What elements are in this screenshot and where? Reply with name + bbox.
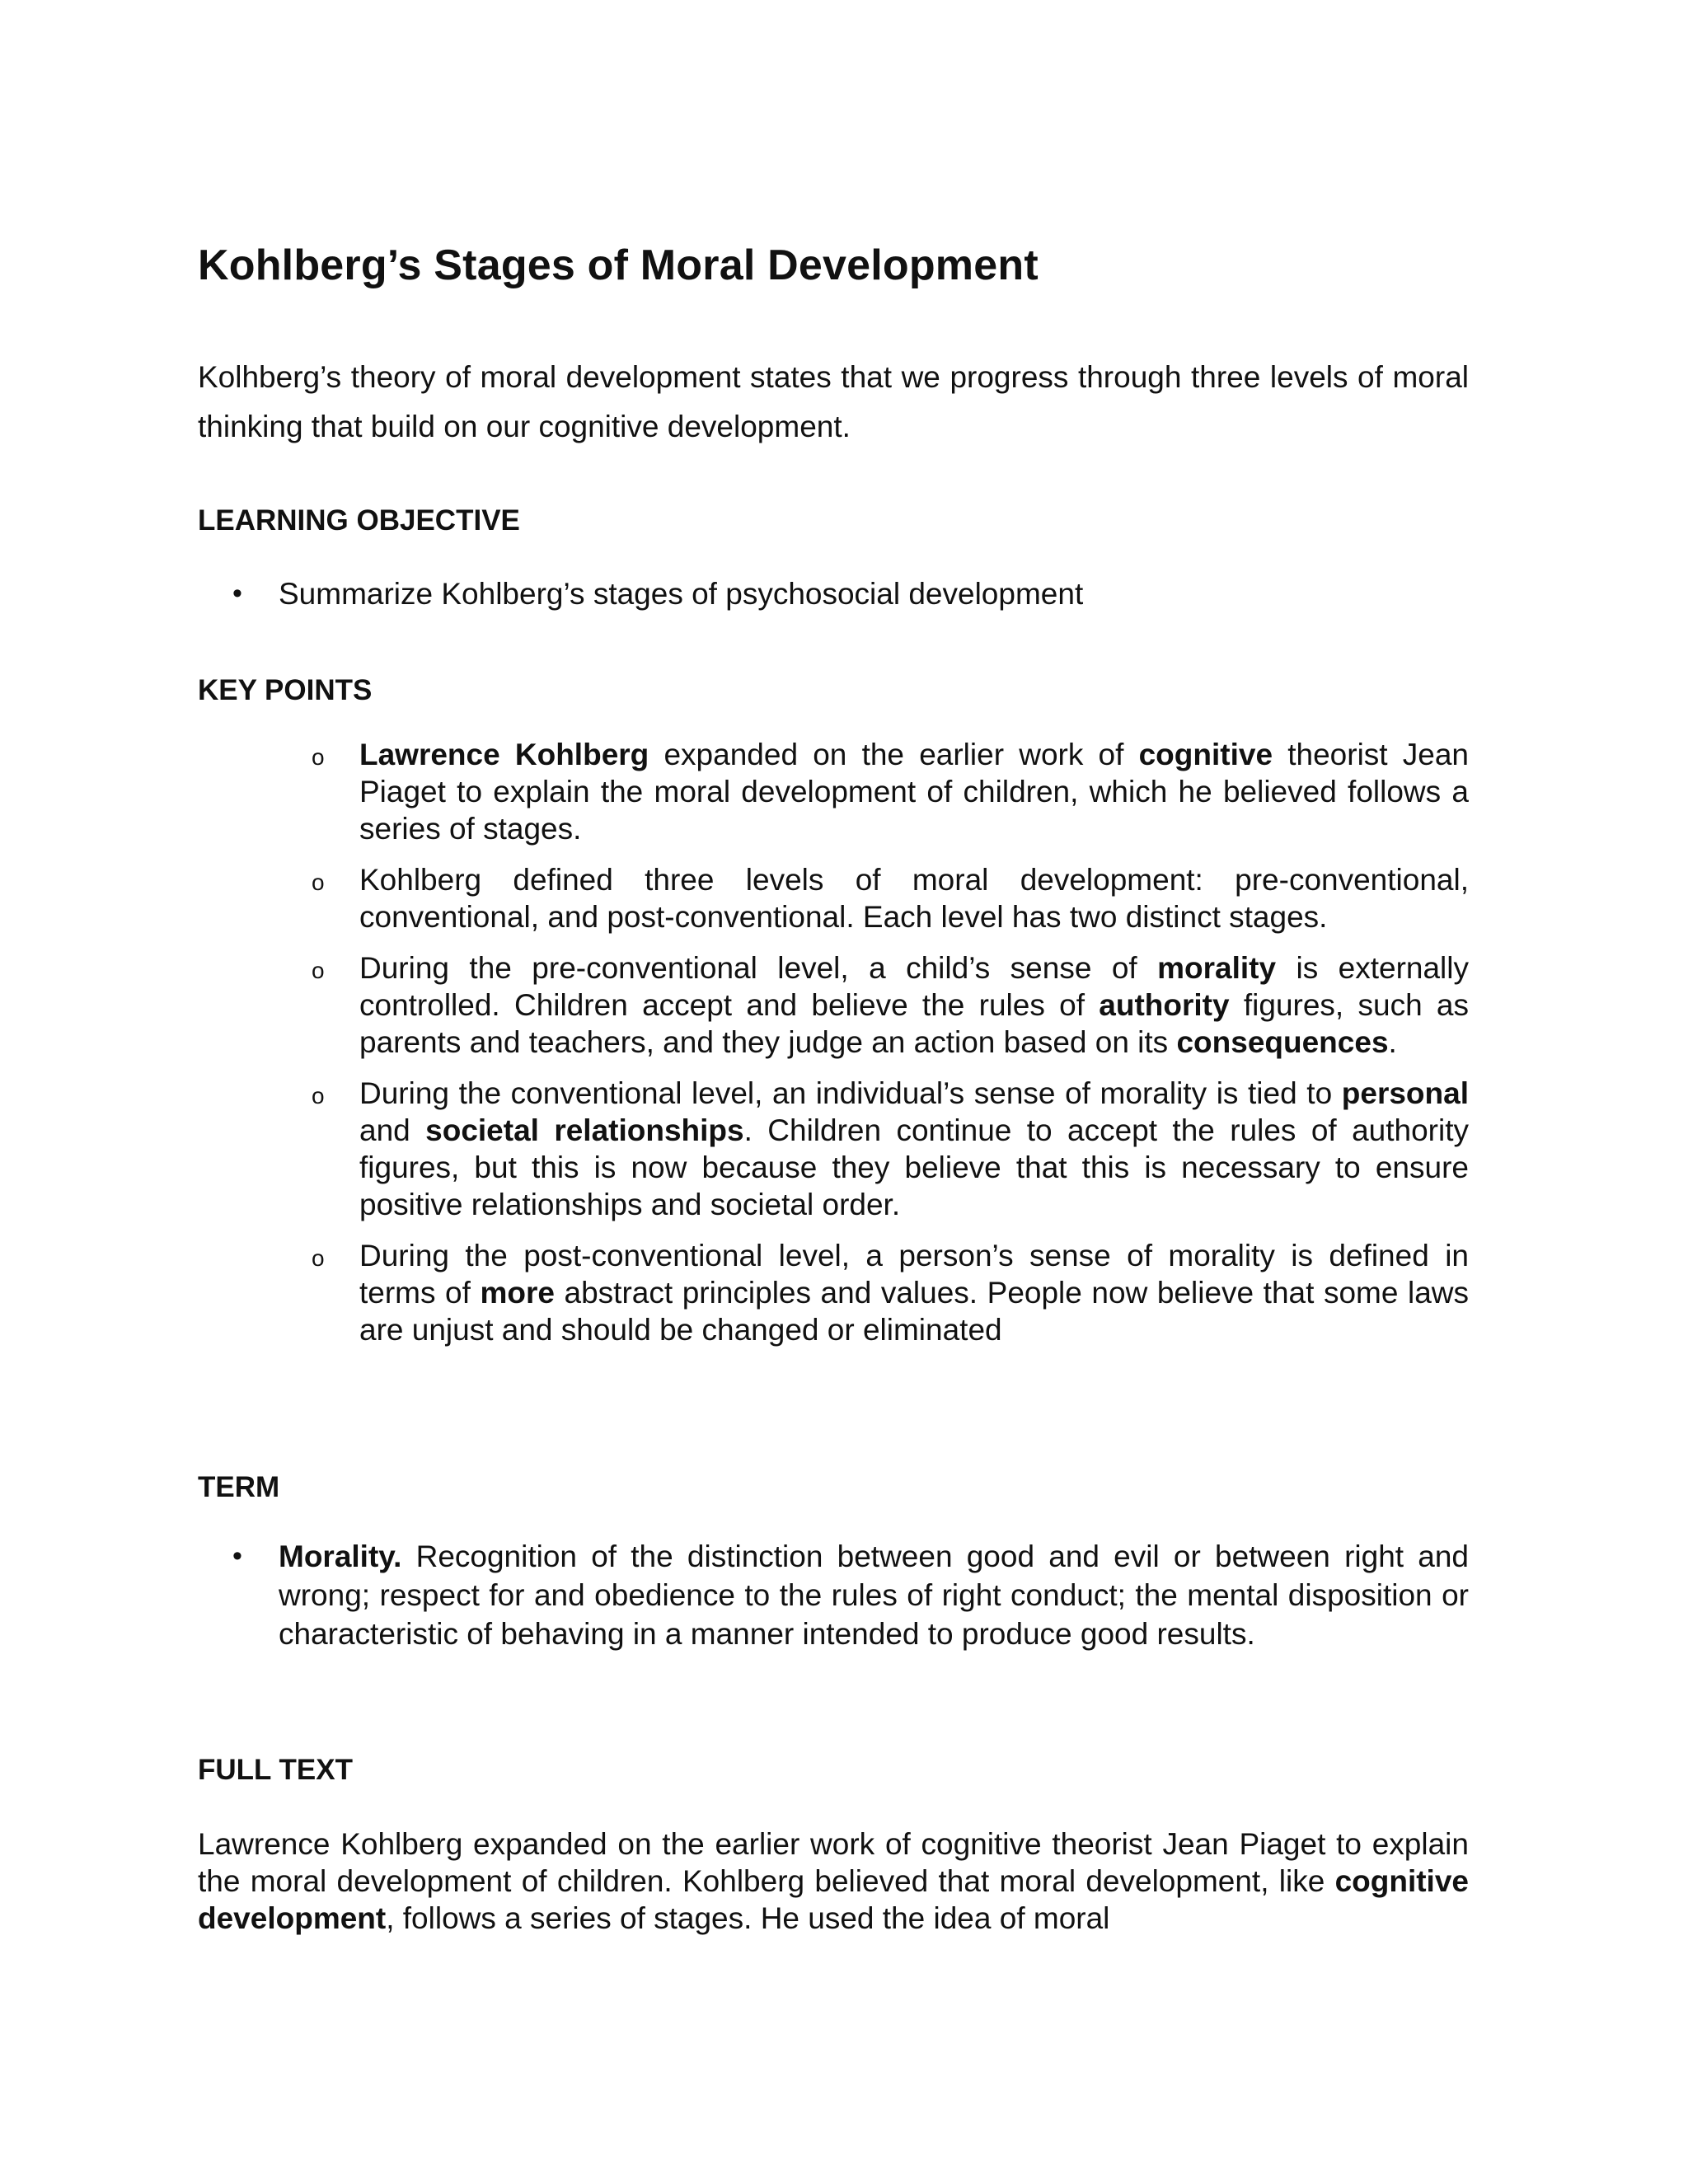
intro-paragraph: Kolhberg’s theory of moral development states that we progress through three levels of moral thinking that build on our cognitive development. — [198, 360, 1469, 443]
key-point-text: abstract principles and values. People now believe that some laws are unjust and should be changed or eliminated — [359, 1276, 1469, 1347]
key-point-text: and — [359, 1113, 426, 1147]
objective-text: Summarize Kohlberg’s stages of psychosocial development — [279, 577, 1084, 611]
bold-term: morality — [1157, 951, 1277, 985]
key-point-text: Kohlberg defined three levels of moral development: pre-conventional, conventional, and post-conventional. Each level has two distinct stages. — [359, 863, 1469, 934]
page-title: Kohlberg’s Stages of Moral Development — [198, 241, 1039, 289]
key-points-heading: KEY POINTS — [198, 674, 373, 706]
key-point-text: . — [1388, 1025, 1397, 1059]
key-point-text: theorist Jean Piaget to explain the moral development of children, which he believed follows a series of stages. — [359, 738, 1469, 846]
bold-term: consequences — [1176, 1025, 1389, 1059]
list-item — [198, 1537, 1469, 1653]
key-point-item — [312, 949, 1469, 1061]
circle-bullet-icon: o — [312, 869, 325, 895]
key-point-text: . Children continue to accept the rules of authority figures, but this is now because they believe that this is necessary to ensure positive relationships and societal order. — [359, 1113, 1469, 1221]
circle-bullet-icon: o — [312, 1083, 325, 1108]
bold-term: Lawrence Kohlberg — [359, 738, 649, 771]
term-word: Morality. — [279, 1540, 402, 1573]
key-points-list — [312, 736, 1469, 1362]
circle-bullet-icon: o — [312, 1245, 325, 1271]
circle-bullet-icon: o — [312, 744, 325, 770]
key-point-text: is externally controlled. Children accept and believe the rules of — [359, 951, 1469, 1022]
bold-term: societal relationships — [425, 1113, 744, 1147]
key-point-item — [312, 1075, 1469, 1223]
key-point-text: During the pre-conventional level, a child’s sense of — [359, 951, 1158, 985]
key-point-item — [312, 861, 1469, 935]
bullet-icon: • — [232, 1540, 242, 1572]
learning-objective-list — [198, 574, 1469, 613]
full-text-segment: Lawrence Kohlberg expanded on the earlier work of cognitive theorist Jean Piaget to explain the moral development of children. Kohlberg believed that moral development, like — [198, 1827, 1469, 1898]
list-item — [198, 574, 1469, 613]
full-text-heading: FULL TEXT — [198, 1754, 353, 1786]
bullet-icon: • — [232, 578, 242, 609]
circle-bullet-icon: o — [312, 958, 325, 983]
term-list — [198, 1537, 1469, 1653]
key-point-item — [312, 736, 1469, 847]
term-definition: Recognition of the distinction between good and evil or between right and wrong; respect for and obedience to the rules of right conduct; the mental disposition or characteristic of behaving in a manner intended to produce good results. — [279, 1540, 1469, 1651]
bold-term: cognitive — [1138, 738, 1273, 771]
full-text-paragraph — [198, 1825, 1469, 1937]
full-text-segment: , follows a series of stages. He used the idea of moral — [386, 1901, 1110, 1935]
bold-term: cognitive development — [198, 1864, 1469, 1935]
term-heading: TERM — [198, 1471, 280, 1503]
key-point-text: During the conventional level, an individual’s sense of morality is tied to — [359, 1076, 1342, 1110]
key-point-text: During the post-conventional level, a person’s sense of morality is defined in terms of — [359, 1239, 1469, 1310]
bold-term: more — [480, 1276, 555, 1310]
bold-term: authority — [1099, 988, 1230, 1022]
key-point-text: expanded on the earlier work of — [649, 738, 1139, 771]
learning-objective-heading: LEARNING OBJECTIVE — [198, 504, 520, 537]
key-point-text: figures, such as parents and teachers, and they judge an action based on its — [359, 988, 1470, 1059]
key-point-item — [312, 1237, 1469, 1348]
bold-term: personal — [1341, 1076, 1469, 1110]
